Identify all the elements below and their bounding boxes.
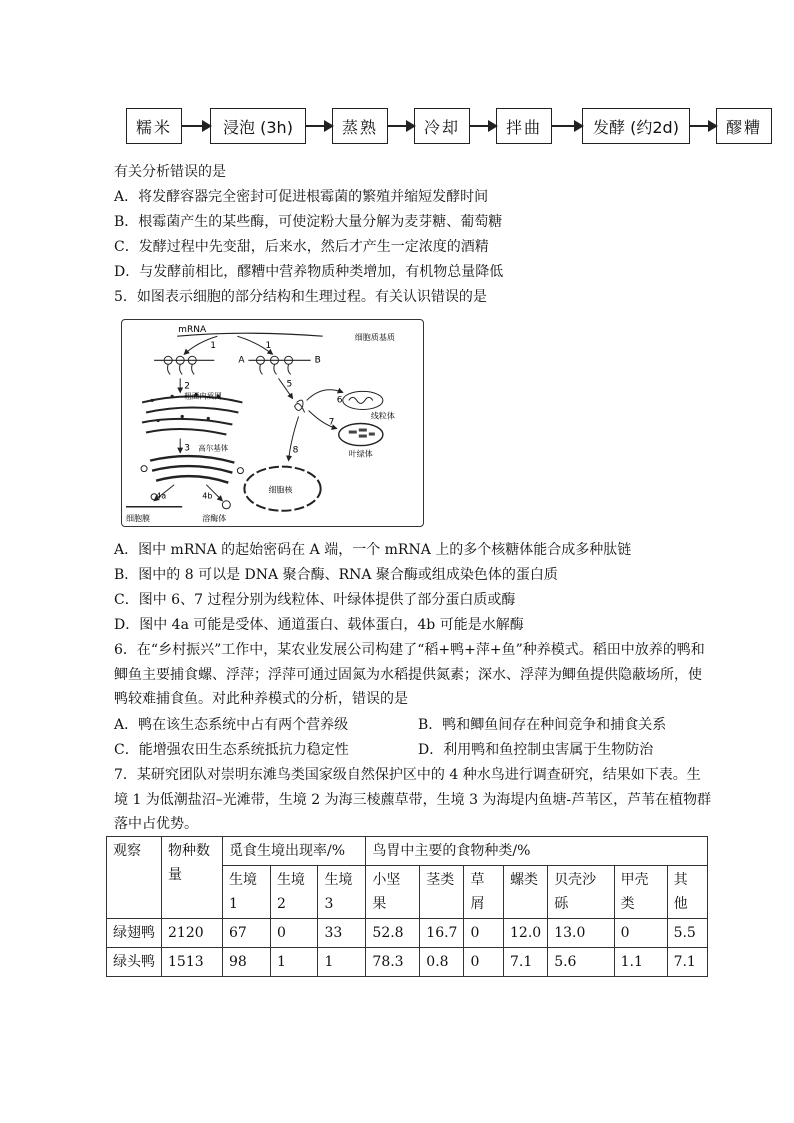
chloro-label: 叶绿体 (348, 449, 373, 459)
flow-step-soak: 浸泡 (3h) (210, 108, 306, 144)
matrix-label: 细胞质基质 (354, 333, 395, 343)
subheader-cell: 螺类 (504, 866, 548, 919)
end-b-label: B (314, 355, 321, 366)
flow-arrow (690, 125, 716, 127)
cell: 98 (223, 948, 271, 977)
golgi-shape (150, 456, 234, 483)
q5-option-c: C．图中 6、7 过程分别为线粒体、叶绿体提供了部分蛋白质或酶 (114, 592, 516, 608)
survey-table (106, 836, 708, 977)
cell: 1 (270, 948, 318, 977)
q5-stem: 5．如图表示细胞的部分结构和生理过程。有关认识错误的是 (114, 289, 487, 305)
q5-option-a: A．图中 mRNA 的起始密码在 A 端，一个 mRNA 上的多个核糖体能合成多种肽链 (114, 542, 632, 558)
flow-step-ferment: 发酵 (约2d) (582, 108, 690, 144)
flow-step-mix: 拌曲 (496, 108, 552, 144)
mrna-label: mRNA (178, 325, 207, 336)
cell: 5.6 (548, 948, 614, 977)
er-label: 粗面内质网 (184, 391, 222, 401)
q4-option-d: D．与发酵前相比，醪糟中营养物质种类增加，有机物总量降低 (114, 264, 504, 280)
num-8: 8 (292, 445, 299, 456)
subheader-cell: 茎类 (420, 866, 464, 919)
header-obs: 观察 (107, 837, 162, 919)
cell-structure-figure (121, 319, 424, 527)
nucleus-label: 细胞核 (268, 485, 293, 495)
lysosome-label: 溶酶体 (202, 513, 227, 523)
rough-er-shape (142, 396, 242, 434)
cell: 12.0 (504, 919, 548, 948)
header-rate: 觅食生境出现率/% (223, 837, 366, 866)
header-food: 鸟胃中主要的食物种类/% (366, 837, 708, 866)
subheader-cell: 生境3 (318, 866, 366, 919)
subheader-cell: 草屑 (464, 866, 504, 919)
table-row (107, 919, 708, 948)
q6-stem: 6．在“乡村振兴”工作中，某农业发展公司构建了“稻+鸭+萍+鱼”种养模式。稻田中放养的鸭和鲫鱼主要捕食螺、浮萍；浮萍可通过固氮为水稻提供氮素；深水、浮萍为鲫鱼提供隐蔽场所，使鸭较难捕食鱼。对此种养模式的分析，错误的是 (114, 642, 705, 707)
subheader-cell: 贝壳沙砾 (548, 866, 614, 919)
flow-step-product: 醪糟 (716, 108, 772, 144)
cell: 1513 (162, 948, 223, 977)
process-flowchart (126, 108, 772, 146)
q6-option-d: D．利用鸭和鱼控制虫害属于生物防治 (418, 742, 654, 758)
q6-option-b: B．鸭和鲫鱼间存在种间竞争和捕食关系 (418, 717, 667, 733)
row-name: 绿翅鸭 (107, 919, 162, 948)
cell: 0 (270, 919, 318, 948)
num-5: 5 (286, 379, 293, 390)
flow-arrow (470, 125, 496, 127)
num-7: 7 (328, 417, 335, 428)
q6-option-c: C．能增强农田生态系统抵抗力稳定性 (114, 742, 349, 758)
membrane-label: 细胞膜 (126, 513, 151, 523)
q4-option-c: C．发酵过程中先变甜，后来水，然后才产生一定浓度的酒精 (114, 239, 489, 255)
folded-protein (295, 400, 305, 412)
cell: 7.1 (667, 948, 707, 977)
row-name: 绿头鸭 (107, 948, 162, 977)
header-count: 物种数量 (162, 837, 223, 919)
cell: 0.8 (420, 948, 464, 977)
q6-option-a: A．鸭在该生态系统中占有两个营养级 (114, 717, 349, 733)
cell: 7.1 (504, 948, 548, 977)
subheader-cell: 其他 (667, 866, 707, 919)
cell: 13.0 (548, 919, 614, 948)
cell: 16.7 (420, 919, 464, 948)
flow-step-rice: 糯米 (126, 108, 182, 144)
table-header-row (107, 837, 708, 866)
subheader-cell: 小坚果 (366, 866, 420, 919)
q4-option-b: B．根霉菌产生的某些酶，可使淀粉大量分解为麦芽糖、葡萄糖 (114, 214, 503, 230)
q7-stem: 7．某研究团队对崇明东滩鸟类国家级自然保护区中的 4 种水鸟进行调查研究，结果如下表。生境 1 为低潮盐沼–光滩带，生境 2 为海三棱藨草带，生境 3 为海堤内鱼塘-芦苇区，芦苇在植物群落中占优势。 (114, 767, 712, 832)
num-3: 3 (184, 443, 190, 454)
num-1b: 1 (265, 341, 272, 352)
cell: 33 (318, 919, 366, 948)
peptide-chains (260, 364, 291, 374)
num-4b: 4b (202, 491, 213, 501)
cell: 2120 (162, 919, 223, 948)
mito-label: 线粒体 (370, 411, 395, 421)
q5-option-d: D．图中 4a 可能是受体、通道蛋白、载体蛋白，4b 可能是水解酶 (114, 617, 524, 633)
cell-diagram (122, 320, 423, 526)
flow-step-steam: 蒸熟 (332, 108, 388, 144)
num-2: 2 (184, 381, 190, 392)
subheader-cell: 甲壳类 (614, 866, 667, 919)
end-a-label: A (238, 355, 245, 366)
flow-arrow (306, 125, 332, 127)
q4-option-a: A．将发酵容器完全密封可促进根霉菌的繁殖并缩短发酵时间 (114, 189, 489, 205)
num-6: 6 (336, 395, 343, 406)
subheader-cell: 生境1 (223, 866, 271, 919)
cell: 0 (614, 919, 667, 948)
flow-arrow (552, 125, 582, 127)
cell: 0 (464, 919, 504, 948)
flow-step-cool: 冷却 (414, 108, 470, 144)
flow-arrow (182, 125, 210, 127)
cell: 52.8 (366, 919, 420, 948)
q5-option-b: B．图中的 8 可以是 DNA 聚合酶、RNA 聚合酶或组成染色体的蛋白质 (114, 567, 558, 583)
cell: 1.1 (614, 948, 667, 977)
cell: 1 (318, 948, 366, 977)
cell: 0 (464, 948, 504, 977)
flow-arrow (388, 125, 414, 127)
num-4a: 4a (156, 491, 167, 501)
cell: 5.5 (667, 919, 707, 948)
cell: 67 (223, 919, 271, 948)
cell: 78.3 (366, 948, 420, 977)
peptide-chains (167, 364, 194, 374)
q4-stem: 有关分析错误的是 (114, 164, 226, 180)
golgi-label: 高尔基体 (198, 443, 229, 453)
subheader-cell: 生境2 (270, 866, 318, 919)
table-row (107, 948, 708, 977)
num-1a: 1 (210, 341, 217, 352)
